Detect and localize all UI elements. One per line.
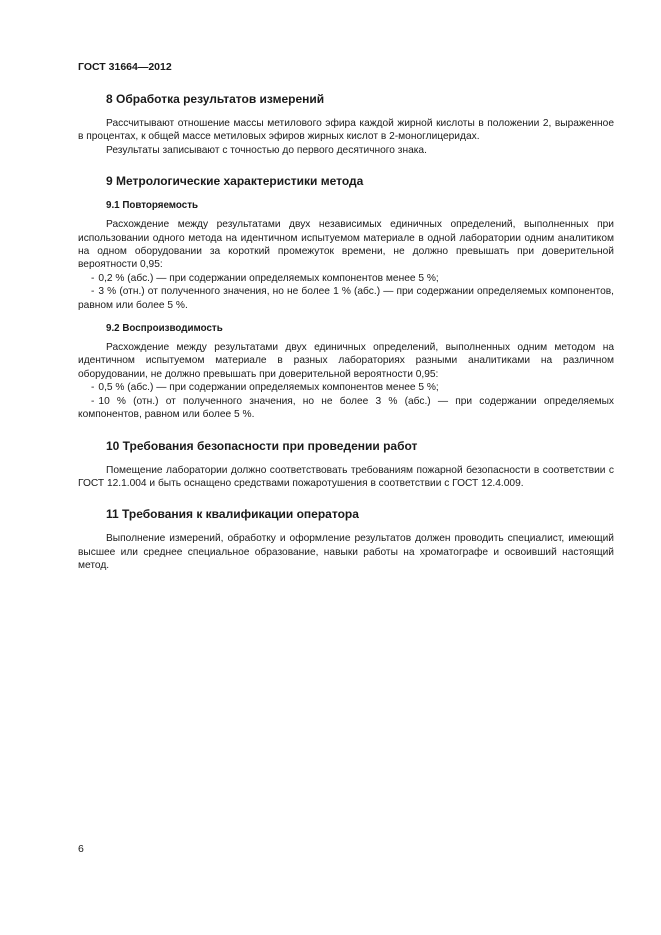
subsection-9-1-title: 9.1 Повторяемость [106, 200, 199, 212]
section-10-title: 10 Требования безопасности при проведении работ [106, 438, 418, 453]
section-10-paragraph: Помещение лаборатории должно соответствовать требованиям пожарной безопасности в соответствии с ГОСТ 12.1.004 и быть оснащено средствами пожаротушения в соответствии с ГОСТ 12.4.009. [78, 464, 614, 489]
subsection-9-1-paragraph: Расхождение между результатами двух независимых единичных определений, выполненных при использовании одного метода на идентичном испытуемом материале в одной лаборатории одним аналитиком на одном оборудовании за короткий промежуток времени, не должно превышать при доверительной вероятности 0,95: [78, 219, 614, 271]
list-item: - 0,2 % (абс.) — при содержании определяемых компонентов менее 5 %; [91, 272, 439, 284]
list-item: - 10 % (отн.) от полученного значения, но не более 3 % (абс.) — при содержании определяемых компонентов, равном или более 5 %. [78, 395, 614, 421]
section-11-paragraph: Выполнение измерений, обработку и оформление результатов должен проводить специалист, имеющий высшее или среднее специальное образование, навыки работы на хроматографе и освоивший настоящий метод. [78, 533, 614, 572]
list-item: - 0,5 % (абс.) — при содержании определяемых компонентов менее 5 %; [91, 382, 439, 394]
subsection-9-2-paragraph: Расхождение между результатами двух единичных определений, выполненных одним методом на идентичном испытуемом материале в разных лабораториях разными аналитиками на различном оборудовании, не должно превышать при доверительной вероятности 0,95: [78, 342, 614, 380]
section-8-paragraph-2: Результаты записывают с точностью до первого десятичного знака. [106, 144, 427, 156]
document-code: ГОСТ 31664—2012 [78, 61, 172, 73]
subsection-9-2-title: 9.2 Воспроизводимость [106, 323, 223, 335]
section-9-title: 9 Метрологические характеристики метода [106, 174, 364, 189]
document-body [78, 92, 614, 573]
subsection-9-2-list [78, 381, 614, 421]
page-number: 6 [78, 843, 84, 855]
section-8-title: 8 Обработка результатов измерений [106, 92, 325, 106]
subsection-9-1-list [78, 272, 614, 312]
list-item: - 3 % (отн.) от полученного значения, но не более 1 % (абс.) — при содержании определяемых компонентов, равном или более 5 %. [78, 286, 614, 311]
section-11-title: 11 Требования к квалификации оператора [106, 507, 359, 522]
section-8-paragraph-1: Рассчитывают отношение массы метилового эфира каждой жирной кислоты в положении 2, выраженное в процентах, к общей массе метиловых эфиров жирных кислот в 2-моноглицеридах. [78, 118, 614, 143]
